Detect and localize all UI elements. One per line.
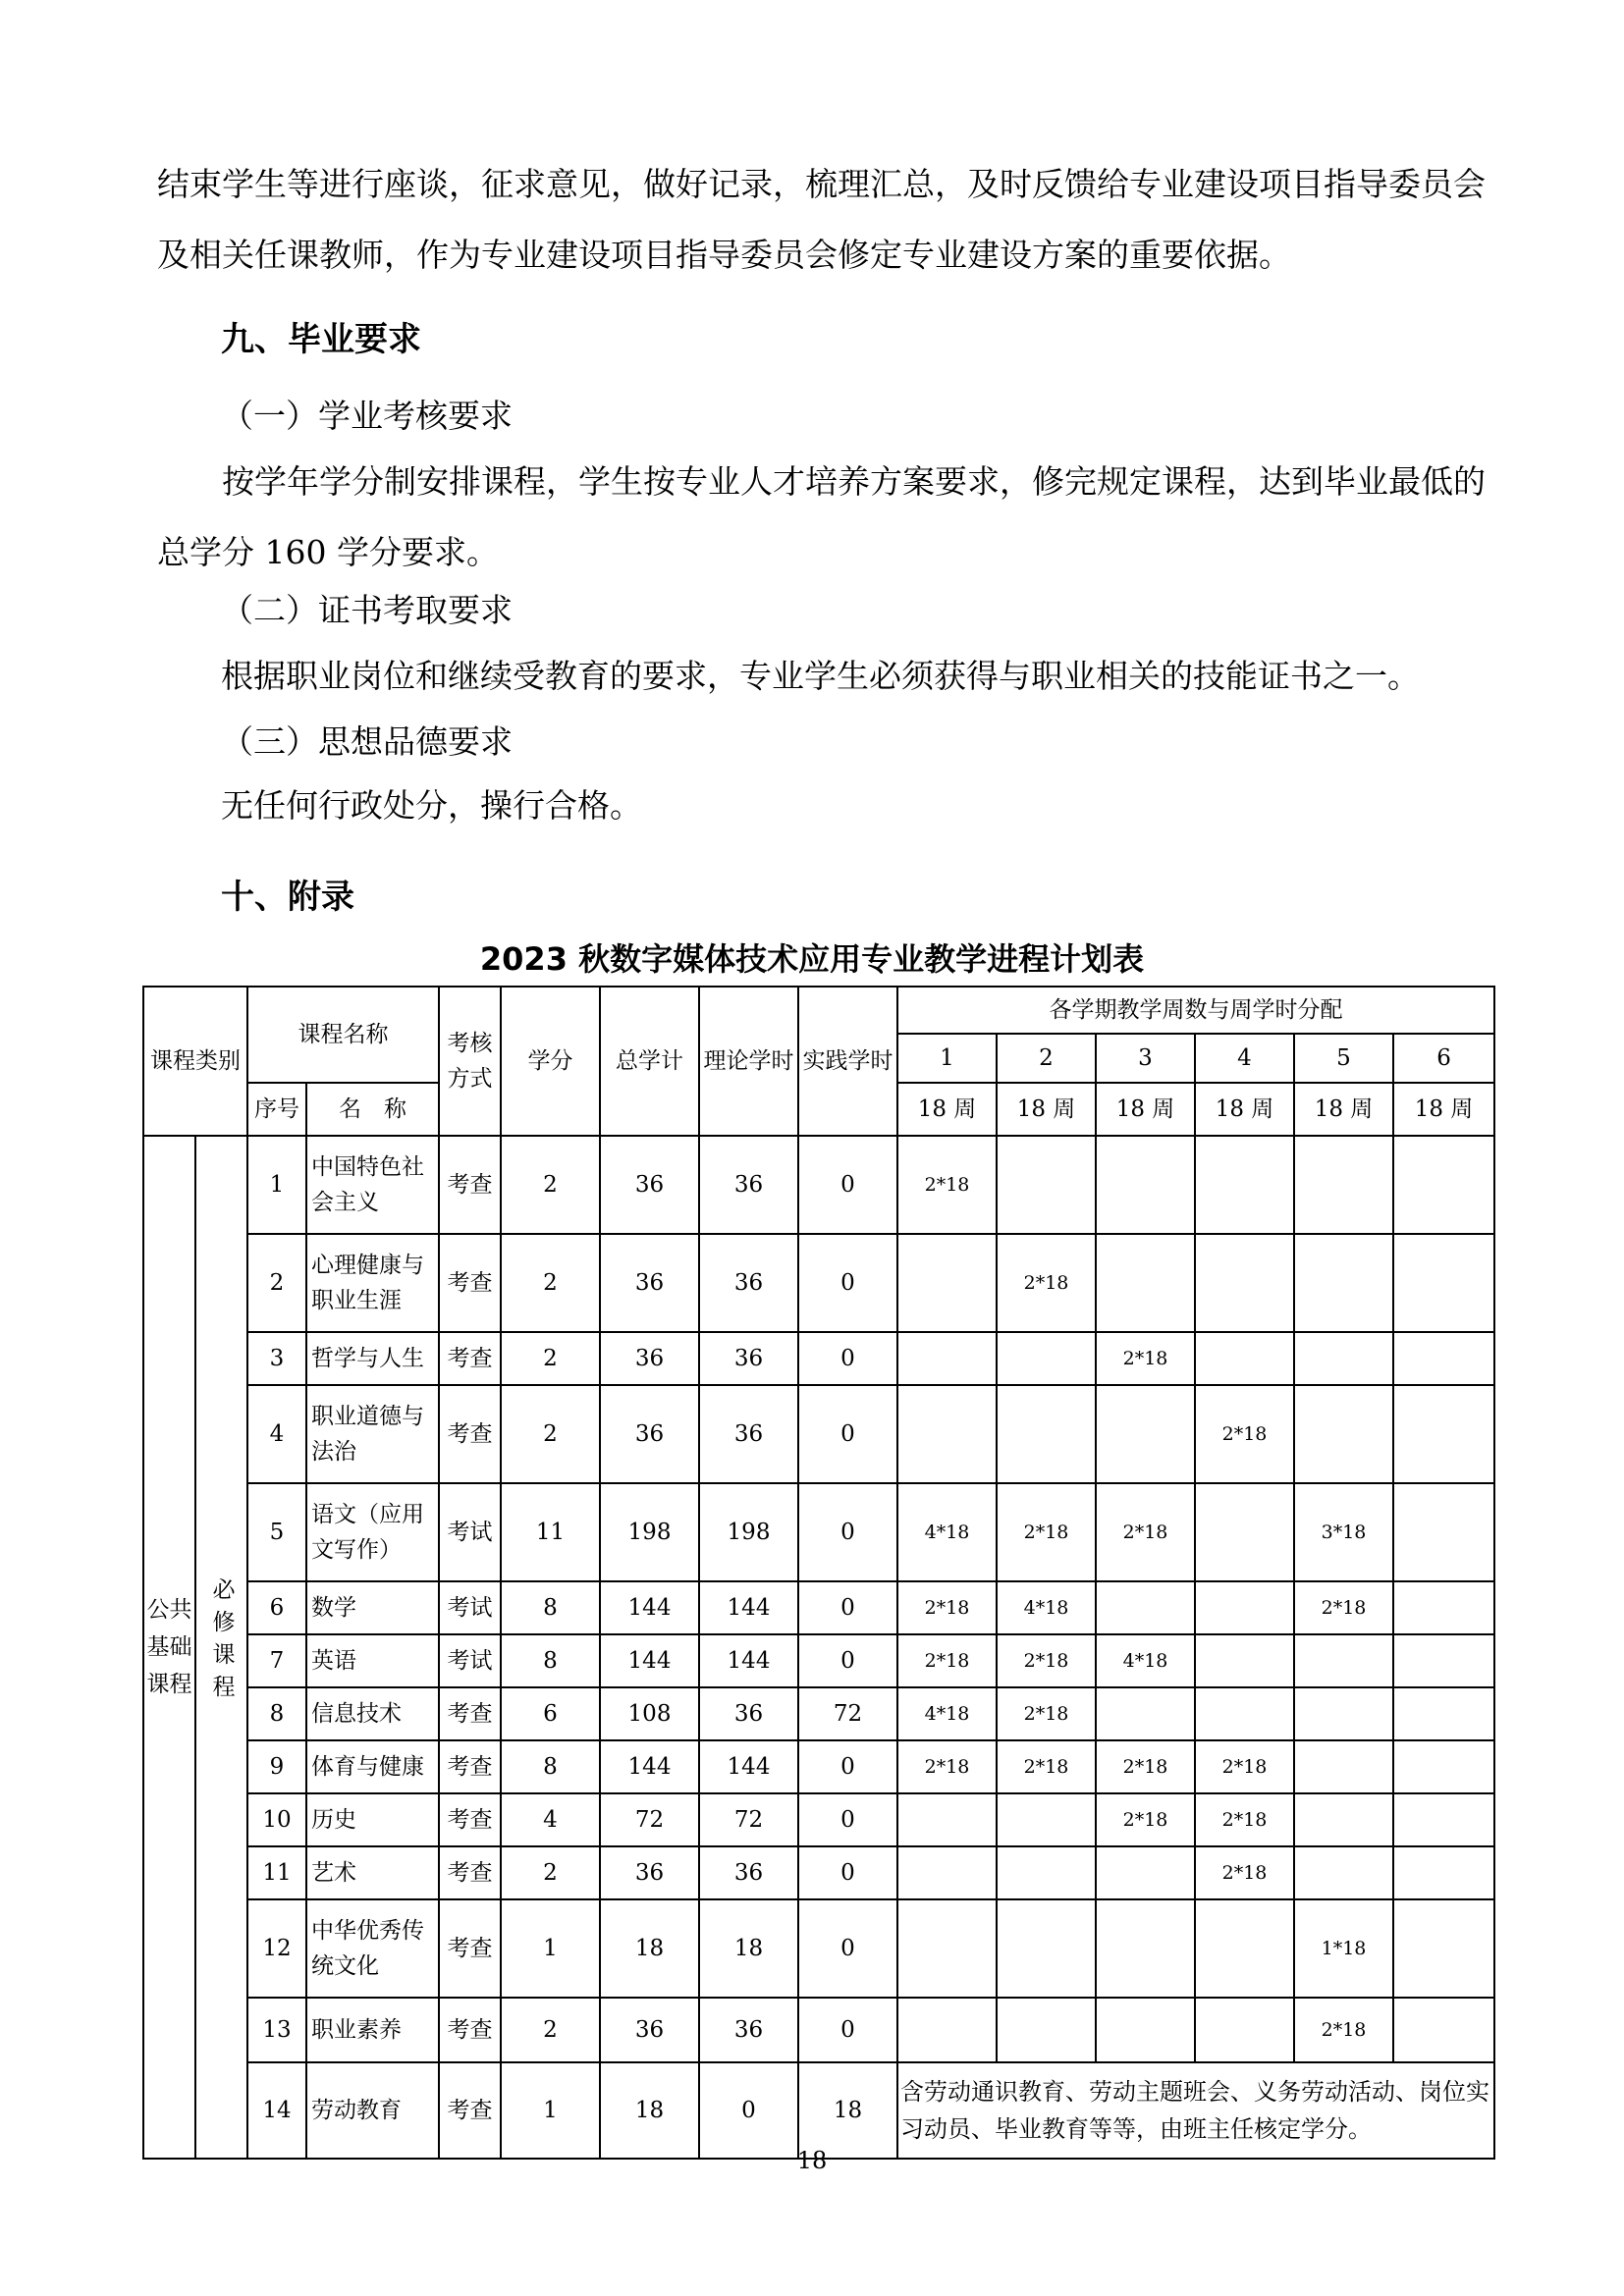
cell-seq: 11	[247, 1846, 306, 1899]
cell-semester-3	[1096, 1998, 1195, 2062]
header-name: 名 称	[306, 1083, 439, 1136]
cell-credit: 8	[501, 1634, 600, 1687]
cell-semester-3: 2*18	[1096, 1793, 1195, 1846]
cell-semester-1	[897, 1332, 997, 1385]
cell-theory: 36	[699, 1136, 798, 1234]
cell-semester-5	[1294, 1793, 1393, 1846]
cell-semester-6	[1393, 1385, 1494, 1483]
table-row	[143, 2062, 1494, 2159]
cell-semester-2: 2*18	[997, 1234, 1096, 1332]
cell-semester-2	[997, 1998, 1096, 2062]
cell-semester-5: 2*18	[1294, 1581, 1393, 1634]
header-semester-allocation: 各学期教学周数与周学时分配	[897, 987, 1494, 1034]
header-semester-6: 6	[1393, 1034, 1494, 1083]
cell-semester-5	[1294, 1385, 1393, 1483]
cell-course-name: 数学	[306, 1581, 439, 1634]
header-semester-2: 2	[997, 1034, 1096, 1083]
cell-exam: 考查	[439, 2062, 501, 2159]
cell-seq: 5	[247, 1483, 306, 1581]
cell-practice: 18	[798, 2062, 897, 2159]
cell-semester-6	[1393, 1581, 1494, 1634]
cell-theory: 0	[699, 2062, 798, 2159]
cell-theory: 198	[699, 1483, 798, 1581]
cell-exam: 考查	[439, 1740, 501, 1793]
cell-semester-4	[1195, 1634, 1294, 1687]
cell-semester-4: 2*18	[1195, 1740, 1294, 1793]
cell-total: 144	[600, 1634, 699, 1687]
header-semester-4: 4	[1195, 1034, 1294, 1083]
header-semester-5: 5	[1294, 1034, 1393, 1083]
section-heading-appendix: 十、附录	[221, 878, 354, 917]
subheading-certificate: （二）证书考取要求	[221, 591, 513, 629]
cell-semester-6	[1393, 1234, 1494, 1332]
cell-practice: 0	[798, 1581, 897, 1634]
cell-semester-3	[1096, 1687, 1195, 1740]
cell-semester-3: 4*18	[1096, 1634, 1195, 1687]
cell-course-name: 中国特色社会主义	[306, 1136, 439, 1234]
cell-semester-2	[997, 1793, 1096, 1846]
header-weeks-6: 18 周	[1393, 1083, 1494, 1136]
cell-theory: 72	[699, 1793, 798, 1846]
cell-seq: 3	[247, 1332, 306, 1385]
cell-semester-1: 2*18	[897, 1634, 997, 1687]
cell-semester-2	[997, 1846, 1096, 1899]
cell-semester-2	[997, 1332, 1096, 1385]
cell-semester-5	[1294, 1136, 1393, 1234]
cell-semester-3	[1096, 1581, 1195, 1634]
cell-course-name: 信息技术	[306, 1687, 439, 1740]
cell-exam: 考查	[439, 1899, 501, 1998]
cell-practice: 72	[798, 1687, 897, 1740]
table-row	[143, 1634, 1494, 1687]
header-course-name: 课程名称	[247, 987, 439, 1083]
cell-total: 144	[600, 1740, 699, 1793]
page-number: 18	[796, 2147, 828, 2174]
table-row	[143, 1846, 1494, 1899]
cell-total: 36	[600, 1234, 699, 1332]
cell-theory: 36	[699, 1846, 798, 1899]
cell-credit: 2	[501, 1998, 600, 2062]
cell-exam: 考试	[439, 1634, 501, 1687]
cell-theory: 144	[699, 1581, 798, 1634]
cell-exam: 考查	[439, 1998, 501, 2062]
cell-semester-3: 2*18	[1096, 1483, 1195, 1581]
cell-theory: 144	[699, 1634, 798, 1687]
paragraph-certificate: 根据职业岗位和继续受教育的要求，专业学生必须获得与职业相关的技能证书之一。	[221, 657, 1420, 695]
cell-exam: 考试	[439, 1581, 501, 1634]
cell-semester-1	[897, 1234, 997, 1332]
cell-semester-5	[1294, 1234, 1393, 1332]
header-weeks-5: 18 周	[1294, 1083, 1393, 1136]
cell-semester-1: 2*18	[897, 1581, 997, 1634]
table-row	[143, 1234, 1494, 1332]
cell-seq: 1	[247, 1136, 306, 1234]
table-row	[143, 1136, 1494, 1234]
cell-total: 18	[600, 2062, 699, 2159]
cell-semester-3	[1096, 1234, 1195, 1332]
header-exam: 考核方式	[439, 987, 501, 1136]
header-semester-1: 1	[897, 1034, 997, 1083]
cell-semester-3	[1096, 1136, 1195, 1234]
cell-semester-5	[1294, 1846, 1393, 1899]
cell-credit: 11	[501, 1483, 600, 1581]
cell-practice: 0	[798, 1740, 897, 1793]
cell-semester-3	[1096, 1385, 1195, 1483]
table-row	[143, 1687, 1494, 1740]
cell-credit: 2	[501, 1332, 600, 1385]
cell-exam: 考查	[439, 1332, 501, 1385]
cell-course-name: 中华优秀传统文化	[306, 1899, 439, 1998]
header-theory-hours: 理论学时	[699, 987, 798, 1136]
subheading-morality: （三）思想品德要求	[221, 722, 513, 761]
cell-semester-3	[1096, 1899, 1195, 1998]
table-row	[143, 1998, 1494, 2062]
cell-semester-5: 2*18	[1294, 1998, 1393, 2062]
header-practice-hours: 实践学时	[798, 987, 897, 1136]
cell-semester-1: 2*18	[897, 1740, 997, 1793]
table-row	[143, 1332, 1494, 1385]
cell-semester-1: 4*18	[897, 1687, 997, 1740]
cell-practice: 0	[798, 1998, 897, 2062]
cell-semester-6	[1393, 1634, 1494, 1687]
table-row	[143, 1483, 1494, 1581]
table-row	[143, 1793, 1494, 1846]
cell-total: 36	[600, 1332, 699, 1385]
cell-note: 含劳动通识教育、劳动主题班会、义务劳动活动、岗位实习动员、毕业教育等等，由班主任核定学分。	[897, 2062, 1494, 2159]
cell-semester-5	[1294, 1740, 1393, 1793]
cell-semester-6	[1393, 1483, 1494, 1581]
header-semester-3: 3	[1096, 1034, 1195, 1083]
cell-total: 36	[600, 1998, 699, 2062]
cell-theory: 36	[699, 1998, 798, 2062]
cell-semester-2	[997, 1385, 1096, 1483]
table-row	[143, 1385, 1494, 1483]
subheading-academic: （一）学业考核要求	[221, 397, 513, 435]
cell-exam: 考试	[439, 1483, 501, 1581]
cell-semester-1	[897, 1385, 997, 1483]
cell-total: 18	[600, 1899, 699, 1998]
cell-credit: 1	[501, 2062, 600, 2159]
cell-total: 108	[600, 1687, 699, 1740]
cell-theory: 144	[699, 1740, 798, 1793]
cell-course-name: 艺术	[306, 1846, 439, 1899]
cell-credit: 2	[501, 1385, 600, 1483]
cell-semester-4: 2*18	[1195, 1846, 1294, 1899]
paragraph-feedback: 结束学生等进行座谈，征求意见，做好记录，梳理汇总，及时反馈给专业建设项目指导委员会及相关任课教师，作为专业建设项目指导委员会修定专业建设方案的重要依据。	[157, 165, 1486, 274]
table-row	[143, 1740, 1494, 1793]
cell-theory: 18	[699, 1899, 798, 1998]
cell-theory: 36	[699, 1234, 798, 1332]
cell-course-name: 心理健康与职业生涯	[306, 1234, 439, 1332]
cell-semester-2: 2*18	[997, 1634, 1096, 1687]
cell-course-name: 英语	[306, 1634, 439, 1687]
cell-practice: 0	[798, 1136, 897, 1234]
cell-practice: 0	[798, 1899, 897, 1998]
cell-credit: 8	[501, 1740, 600, 1793]
paragraph-morality: 无任何行政处分，操行合格。	[221, 786, 642, 825]
header-weeks-1: 18 周	[897, 1083, 997, 1136]
cell-credit: 2	[501, 1234, 600, 1332]
header-weeks-2: 18 周	[997, 1083, 1096, 1136]
cell-semester-4: 2*18	[1195, 1793, 1294, 1846]
cell-total: 72	[600, 1793, 699, 1846]
cell-semester-1	[897, 1899, 997, 1998]
table-row	[143, 1581, 1494, 1634]
cell-semester-6	[1393, 1793, 1494, 1846]
cell-semester-1	[897, 1793, 997, 1846]
cell-semester-4	[1195, 1483, 1294, 1581]
cell-total: 144	[600, 1581, 699, 1634]
cell-semester-2: 2*18	[997, 1740, 1096, 1793]
cell-credit: 6	[501, 1687, 600, 1740]
header-category: 课程类别	[143, 987, 247, 1136]
cell-semester-6	[1393, 1899, 1494, 1998]
cell-semester-1: 2*18	[897, 1136, 997, 1234]
cell-total: 36	[600, 1136, 699, 1234]
cell-practice: 0	[798, 1483, 897, 1581]
cell-semester-4	[1195, 1998, 1294, 2062]
cell-semester-6	[1393, 1998, 1494, 2062]
cell-practice: 0	[798, 1385, 897, 1483]
cell-course-name: 劳动教育	[306, 2062, 439, 2159]
header-credit: 学分	[501, 987, 600, 1136]
cell-course-name: 哲学与人生	[306, 1332, 439, 1385]
cell-practice: 0	[798, 1332, 897, 1385]
cell-semester-4	[1195, 1899, 1294, 1998]
header-weeks-4: 18 周	[1195, 1083, 1294, 1136]
table-row	[143, 1899, 1494, 1998]
cell-semester-3	[1096, 1846, 1195, 1899]
cell-semester-5	[1294, 1687, 1393, 1740]
cell-semester-1: 4*18	[897, 1483, 997, 1581]
cell-total: 198	[600, 1483, 699, 1581]
cell-semester-2	[997, 1899, 1096, 1998]
cell-semester-6	[1393, 1136, 1494, 1234]
cell-semester-4	[1195, 1581, 1294, 1634]
cell-total: 36	[600, 1846, 699, 1899]
cell-practice: 0	[798, 1634, 897, 1687]
cell-credit: 2	[501, 1136, 600, 1234]
cell-semester-4	[1195, 1332, 1294, 1385]
cell-semester-2	[997, 1136, 1096, 1234]
cell-credit: 4	[501, 1793, 600, 1846]
cell-credit: 1	[501, 1899, 600, 1998]
cell-seq: 9	[247, 1740, 306, 1793]
cell-theory: 36	[699, 1687, 798, 1740]
cell-semester-3: 2*18	[1096, 1740, 1195, 1793]
cell-semester-1	[897, 1998, 997, 2062]
category-public-basic: 公共基础课程	[143, 1136, 195, 2159]
cell-exam: 考查	[439, 1793, 501, 1846]
cell-semester-4: 2*18	[1195, 1385, 1294, 1483]
cell-seq: 2	[247, 1234, 306, 1332]
cell-semester-6	[1393, 1846, 1494, 1899]
cell-theory: 36	[699, 1385, 798, 1483]
cell-semester-1	[897, 1846, 997, 1899]
cell-seq: 13	[247, 1998, 306, 2062]
cell-semester-5: 3*18	[1294, 1483, 1393, 1581]
cell-course-name: 历史	[306, 1793, 439, 1846]
cell-semester-4	[1195, 1234, 1294, 1332]
cell-practice: 0	[798, 1846, 897, 1899]
cell-exam: 考查	[439, 1234, 501, 1332]
cell-exam: 考查	[439, 1687, 501, 1740]
category-required-label: 必修课程	[208, 1576, 235, 1707]
cell-course-name: 体育与健康	[306, 1740, 439, 1793]
cell-course-name: 语文（应用文写作）	[306, 1483, 439, 1581]
cell-course-name: 职业素养	[306, 1998, 439, 2062]
cell-exam: 考查	[439, 1846, 501, 1899]
cell-credit: 2	[501, 1846, 600, 1899]
cell-semester-4	[1195, 1136, 1294, 1234]
cell-exam: 考查	[439, 1385, 501, 1483]
cell-semester-5	[1294, 1634, 1393, 1687]
cell-semester-6	[1393, 1740, 1494, 1793]
cell-semester-5	[1294, 1332, 1393, 1385]
cell-seq: 7	[247, 1634, 306, 1687]
cell-semester-2: 2*18	[997, 1687, 1096, 1740]
cell-theory: 36	[699, 1332, 798, 1385]
category-required	[195, 1136, 247, 2159]
cell-semester-6	[1393, 1332, 1494, 1385]
cell-course-name: 职业道德与法治	[306, 1385, 439, 1483]
cell-seq: 12	[247, 1899, 306, 1998]
cell-semester-3: 2*18	[1096, 1332, 1195, 1385]
cell-total: 36	[600, 1385, 699, 1483]
header-total-hours: 总学计	[600, 987, 699, 1136]
cell-seq: 6	[247, 1581, 306, 1634]
table-title: 2023 秋数字媒体技术应用专业教学进程计划表	[479, 940, 1145, 978]
teaching-plan-table	[142, 986, 1495, 2160]
cell-semester-6	[1393, 1687, 1494, 1740]
cell-seq: 8	[247, 1687, 306, 1740]
cell-seq: 4	[247, 1385, 306, 1483]
header-seq: 序号	[247, 1083, 306, 1136]
cell-seq: 14	[247, 2062, 306, 2159]
cell-credit: 8	[501, 1581, 600, 1634]
section-heading-graduation: 九、毕业要求	[221, 320, 421, 359]
cell-semester-2: 4*18	[997, 1581, 1096, 1634]
cell-seq: 10	[247, 1793, 306, 1846]
paragraph-credits: 按学年学分制安排课程，学生按专业人才培养方案要求，修完规定课程，达到毕业最低的总学分 160 学分要求。	[157, 462, 1486, 571]
cell-semester-4	[1195, 1687, 1294, 1740]
cell-practice: 0	[798, 1793, 897, 1846]
cell-practice: 0	[798, 1234, 897, 1332]
cell-semester-2: 2*18	[997, 1483, 1096, 1581]
cell-semester-5: 1*18	[1294, 1899, 1393, 1998]
cell-exam: 考查	[439, 1136, 501, 1234]
header-weeks-3: 18 周	[1096, 1083, 1195, 1136]
